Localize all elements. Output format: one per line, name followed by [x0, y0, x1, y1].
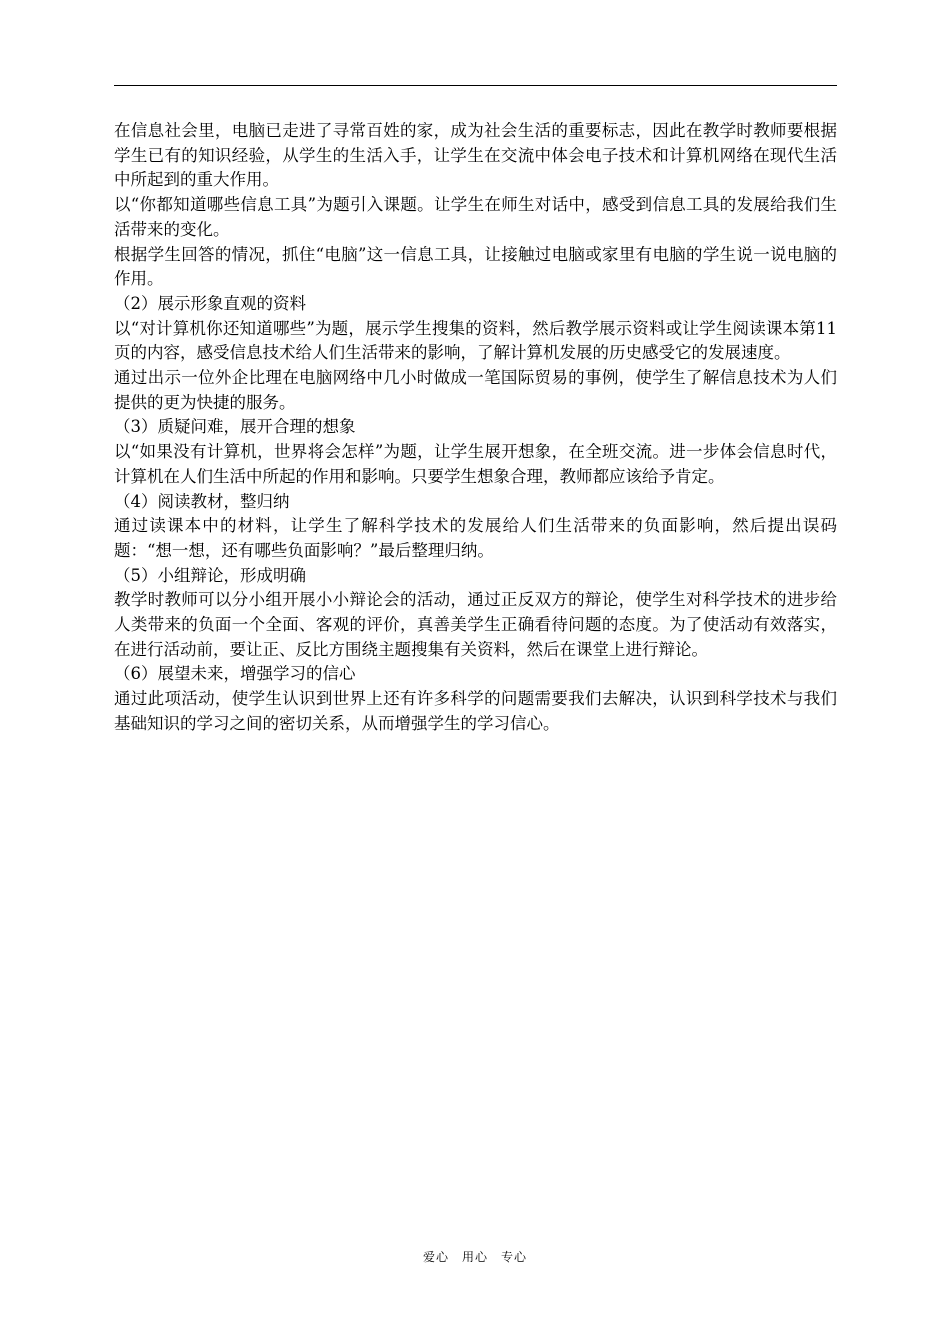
paragraph-intro: 在信息社会里，电脑已走进了寻常百姓的家，成为社会生活的重要标志，因此在教学时教师要根据学生已有的知识经验，从学生的生活入手，让学生在交流中体会电子技术和计算机网络在现代生活中所起到的重大作用。 — [114, 121, 837, 190]
section-heading-3: （3）质疑问难，展开合理的想象 — [114, 417, 356, 437]
paragraph-future: 通过此项活动，使学生认识到世界上还有许多科学的问题需要我们去解决，认识到科学技术与我们基础知识的学习之间的密切关系，从而增强学生的学习信心。 — [114, 689, 837, 733]
paragraph-debate: 教学时教师可以分小组开展小小辩论会的活动，通过正反双方的辩论，使学生对科学技术的进步给人类带来的负面一个全面、客观的评价，真善美学生正确看待问题的态度。为了使活动有效落实，在进行活动前，要让正、反比方围绕主题搜集有关资料，然后在课堂上进行辩论。 — [114, 590, 837, 659]
header-rule — [114, 85, 837, 86]
paragraph-negative-effects: 通过读课本中的材料，让学生了解科学技术的发展给人们生活带来的负面影响，然后提出误码题：“想一想，还有哪些负面影响？”最后整理归纳。 — [114, 516, 837, 560]
section-heading-2: （2）展示形象直观的资料 — [114, 293, 306, 313]
paragraph-imagination: 以“如果没有计算机，世界将会怎样”为题，让学生展开想象，在全班交流。进一步体会信息时代，计算机在人们生活中所起的作用和影响。只要学生想象合理，教师都应该给予肯定。 — [114, 442, 837, 486]
section-heading-6: （6）展望未来，增强学习的信心 — [114, 664, 356, 684]
section-heading-4: （4）阅读教材，整归纳 — [114, 491, 290, 511]
document-body — [114, 119, 837, 737]
section-heading-5: （5）小组辩论，形成明确 — [114, 565, 306, 585]
page-footer: 爱心 用心 专心 — [422, 1250, 527, 1264]
paragraph-info-tools: 以“你都知道哪些信息工具”为题引入课题。让学生在师生对话中，感受到信息工具的发展给我们生活带来的变化。 — [114, 195, 837, 239]
paragraph-trade-example: 通过出示一位外企比理在电脑网络中几小时做成一笔国际贸易的事例，使学生了解信息技术为人们提供的更为快捷的服务。 — [114, 368, 837, 412]
paragraph-computer-role: 根据学生回答的情况，抓住“电脑”这一信息工具，让接触过电脑或家里有电脑的学生说一说电脑的作用。 — [114, 244, 837, 289]
paragraph-computer-knowledge: 以“对计算机你还知道哪些”为题，展示学生搜集的资料，然后教学展示资料或让学生阅读课本第11页的内容，感受信息技术给人们生活带来的影响，了解计算机发展的历史感受它的发展速度。 — [114, 318, 837, 363]
